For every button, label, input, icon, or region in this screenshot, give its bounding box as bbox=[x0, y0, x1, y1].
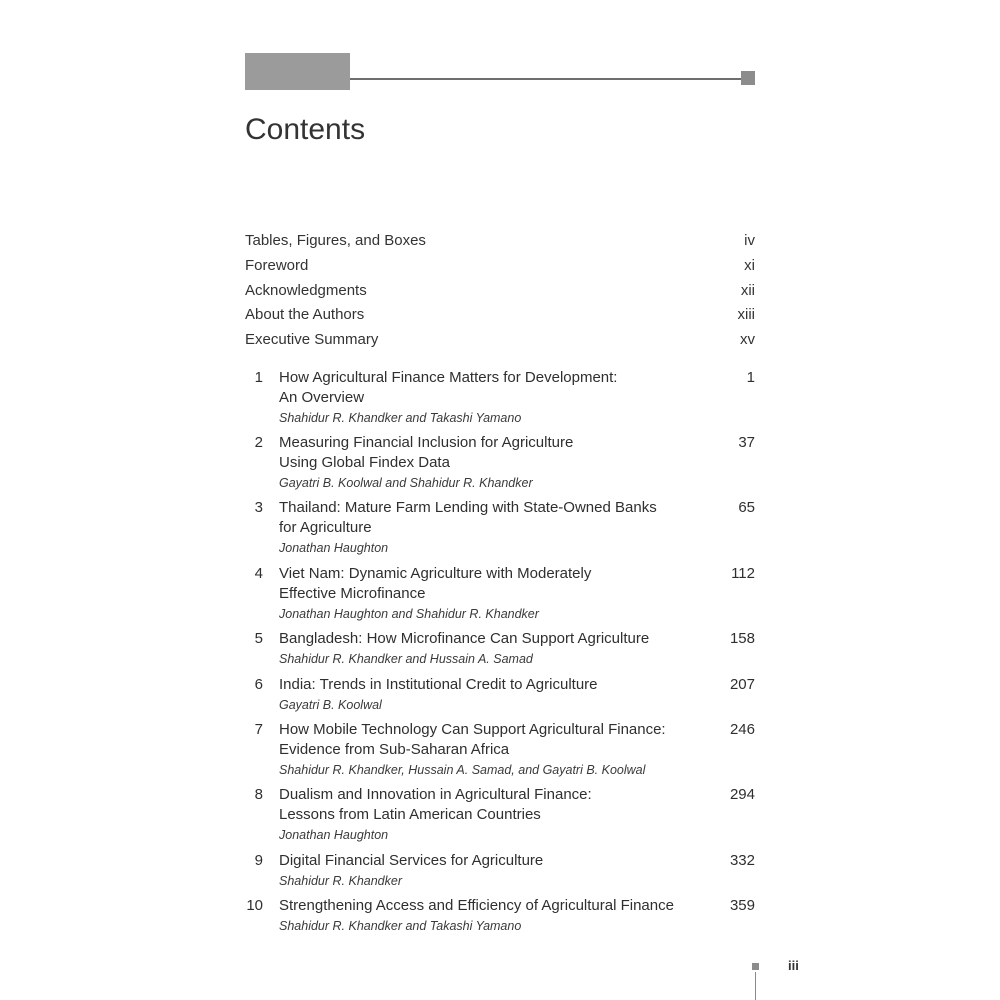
toc-entry-label: Foreword bbox=[245, 257, 309, 274]
toc-entry bbox=[245, 257, 755, 279]
toc-entry-page: xi bbox=[744, 257, 755, 274]
chapter-authors: Shahidur R. Khandker and Takashi Yamano bbox=[279, 919, 522, 933]
chapter-authors: Shahidur R. Khandker and Takashi Yamano bbox=[279, 411, 522, 425]
toc-entry-label: Tables, Figures, and Boxes bbox=[245, 232, 426, 249]
header-rule bbox=[350, 78, 742, 80]
chapter-title-line: Viet Nam: Dynamic Agriculture with Moderately bbox=[279, 565, 592, 582]
chapter-title-line: Thailand: Mature Farm Lending with State-Owned Banks bbox=[279, 499, 657, 516]
toc-entry-label: Executive Summary bbox=[245, 331, 379, 348]
chapter-authors: Gayatri B. Koolwal bbox=[279, 698, 382, 712]
chapter-page: 207 bbox=[729, 676, 755, 693]
toc-entry bbox=[245, 282, 755, 304]
chapter-number: 10 bbox=[246, 897, 263, 914]
chapter-page: 65 bbox=[738, 499, 755, 516]
toc-entry bbox=[245, 331, 755, 353]
chapter-number: 8 bbox=[254, 786, 263, 803]
chapter-title bbox=[279, 675, 699, 695]
chapter-title bbox=[279, 785, 699, 825]
chapter-authors: Jonathan Haughton bbox=[279, 541, 389, 555]
header-block bbox=[245, 53, 350, 90]
chapter-title-line: Digital Financial Services for Agriculture bbox=[279, 852, 544, 869]
chapter-number: 2 bbox=[254, 434, 263, 451]
chapter-number: 9 bbox=[254, 852, 263, 869]
chapter-title-line: An Overview bbox=[279, 389, 365, 406]
chapter-number: 7 bbox=[254, 721, 263, 738]
chapter-title-line: India: Trends in Institutional Credit to Agriculture bbox=[279, 676, 598, 693]
chapter-title bbox=[279, 851, 699, 871]
chapter-title-line: Using Global Findex Data bbox=[279, 454, 450, 471]
toc-entry-label: About the Authors bbox=[245, 306, 365, 323]
toc-entry-page: xiii bbox=[737, 306, 755, 323]
chapter-authors: Shahidur R. Khandker bbox=[279, 874, 402, 888]
chapter-page: 332 bbox=[729, 852, 755, 869]
footer-square bbox=[752, 963, 759, 970]
chapter-title-line: How Agricultural Finance Matters for Development: bbox=[279, 369, 618, 386]
chapter-title-line: Measuring Financial Inclusion for Agriculture bbox=[279, 434, 574, 451]
chapter-authors: Jonathan Haughton bbox=[279, 828, 389, 842]
chapter-authors: Jonathan Haughton and Shahidur R. Khandker bbox=[279, 607, 539, 621]
chapter-number: 6 bbox=[254, 676, 263, 693]
footer-rule bbox=[755, 972, 756, 1000]
toc-entry-label: Acknowledgments bbox=[245, 282, 367, 299]
chapter-page: 294 bbox=[729, 786, 755, 803]
chapter-number: 3 bbox=[254, 499, 263, 516]
chapter-authors: Shahidur R. Khandker and Hussain A. Samad bbox=[279, 652, 533, 666]
chapter-authors: Shahidur R. Khandker, Hussain A. Samad, and Gayatri B. Koolwal bbox=[279, 763, 646, 777]
chapter-title bbox=[279, 564, 699, 604]
chapter-page: 37 bbox=[738, 434, 755, 451]
chapter-title-line: Dualism and Innovation in Agricultural Finance: bbox=[279, 786, 592, 803]
chapter-title-line: Evidence from Sub-Saharan Africa bbox=[279, 741, 510, 758]
page-title: Contents bbox=[245, 113, 366, 146]
page-number: iii bbox=[788, 958, 799, 973]
chapter-title-line: Strengthening Access and Efficiency of Agricultural Finance bbox=[279, 897, 674, 914]
toc-entry bbox=[245, 232, 755, 254]
chapter-title bbox=[279, 720, 699, 760]
chapter-title-line: Lessons from Latin American Countries bbox=[279, 806, 541, 823]
chapter-page: 158 bbox=[729, 630, 755, 647]
chapter-number: 4 bbox=[254, 565, 263, 582]
chapter-authors: Gayatri B. Koolwal and Shahidur R. Khandker bbox=[279, 476, 533, 490]
chapter-title bbox=[279, 629, 699, 649]
chapter-title bbox=[279, 498, 699, 538]
chapter-number: 5 bbox=[254, 630, 263, 647]
chapter-page: 1 bbox=[746, 369, 755, 386]
chapter-page: 246 bbox=[729, 721, 755, 738]
toc-entry-page: xii bbox=[740, 282, 755, 299]
chapter-title-line: How Mobile Technology Can Support Agricultural Finance: bbox=[279, 721, 666, 738]
chapter-title-line: Bangladesh: How Microfinance Can Support Agriculture bbox=[279, 630, 650, 647]
toc-entry-page: iv bbox=[744, 232, 755, 249]
chapter-page: 359 bbox=[729, 897, 755, 914]
chapter-page: 112 bbox=[731, 565, 755, 582]
chapter-title-line: Effective Microfinance bbox=[279, 585, 426, 602]
toc-entry bbox=[245, 306, 755, 328]
chapter-title bbox=[279, 368, 699, 408]
chapter-title bbox=[279, 433, 699, 473]
toc-entry-page: xv bbox=[740, 331, 755, 348]
chapter-title bbox=[279, 896, 699, 916]
chapter-number: 1 bbox=[254, 369, 263, 386]
chapter-title-line: for Agriculture bbox=[279, 519, 372, 536]
header-square bbox=[741, 71, 755, 85]
